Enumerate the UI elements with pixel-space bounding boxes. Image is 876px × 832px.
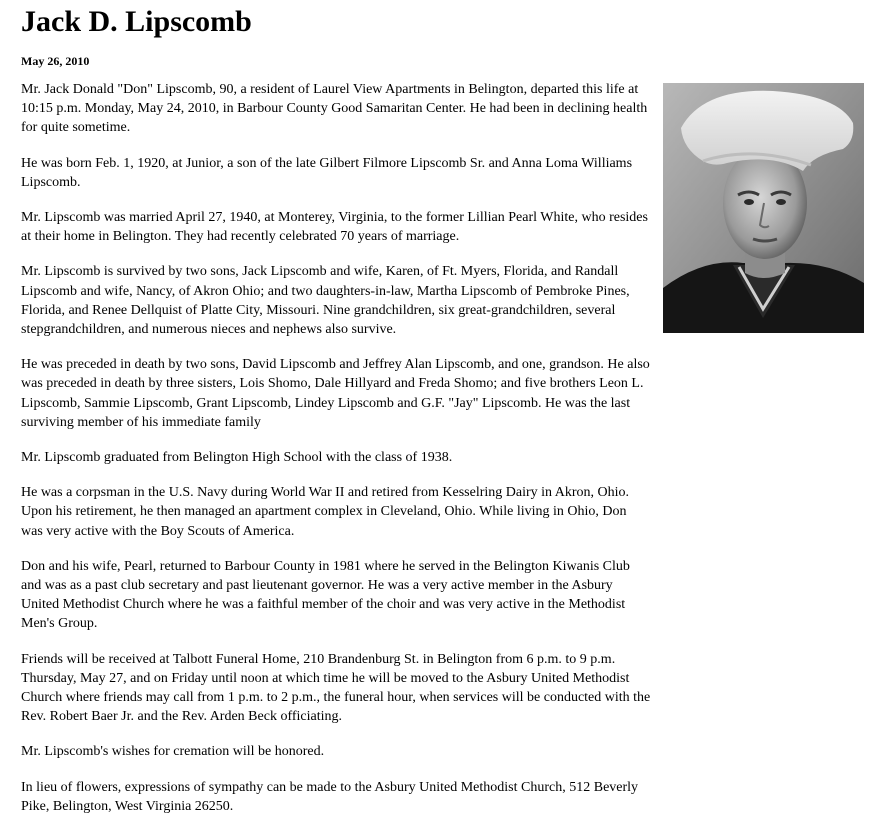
paragraph: Mr. Lipscomb was married April 27, 1940, at Monterey, Virginia, to the former Lillian Pearl White, who resides at their home in Belington. They had recently celebrated 70 years of marriage. xyxy=(21,210,648,245)
paragraph: He was a corpsman in the U.S. Navy during World War II and retired from Kesselring Dairy in Akron, Ohio. Upon his retirement, he then managed an apartment complex in Cleveland, Ohio. While living in Ohio, Don was very active with the Boy Scouts of America. xyxy=(21,485,630,539)
paragraph: He was born Feb. 1, 1920, at Junior, a son of the late Gilbert Filmore Lipscomb Sr. and Anna Loma Williams Lipscomb. xyxy=(21,155,633,190)
article-body xyxy=(21,80,651,832)
page-title: Jack D. Lipscomb xyxy=(21,5,252,38)
paragraph: He was preceded in death by two sons, David Lipscomb and Jeffrey Alan Lipscomb, and one, grandson. He also was preceded in death by three sisters, Lois Shomo, Dale Hillyard and Freda Shomo; and five brothers Leon L. Lipscomb, Sammie Lipscomb, Grant Lipscomb, Lindey Lipscomb and G.F. "Jay" Lipscomb. He was the last surviving member of his immediate family xyxy=(21,357,650,430)
publish-date: May 26, 2010 xyxy=(21,54,90,68)
portrait-image xyxy=(663,83,864,333)
paragraph: Friends will be received at Talbott Funeral Home, 210 Brandenburg St. in Belington from 6 p.m. to 9 p.m. Thursday, May 27, and on Friday until noon at which time he will be moved to the Asbury United Methodist Church where friends may call from 1 p.m. to 2 p.m., the funeral hour, when services will be conducted with the Rev. Robert Baer Jr. and the Rev. Arden Beck officiating. xyxy=(21,651,651,725)
paragraph: In lieu of flowers, expressions of sympathy can be made to the Asbury United Methodist Church, 512 Beverly Pike, Belington, West Virginia 26250. xyxy=(21,779,639,814)
paragraph: Mr. Lipscomb's wishes for cremation will be honored. xyxy=(21,744,325,760)
paragraph: Mr. Lipscomb graduated from Belington High School with the class of 1938. xyxy=(21,450,453,466)
paragraph: Mr. Jack Donald "Don" Lipscomb, 90, a resident of Laurel View Apartments in Belington, departed this life at 10:15 p.m. Monday, May 24, 2010, in Barbour County Good Samaritan Center. He had been in declining health for quite sometime. xyxy=(21,82,648,136)
paragraph: Don and his wife, Pearl, returned to Barbour County in 1981 where he served in the Belington Kiwanis Club and was as a past club secretary and past lieutenant governor. He was a very active member in the Asbury United Methodist Church where he was a faithful member of the choir and was very active in the Methodist Men's Group. xyxy=(21,558,630,632)
portrait-photo xyxy=(663,83,864,333)
paragraph: Mr. Lipscomb is survived by two sons, Jack Lipscomb and wife, Karen, of Ft. Myers, Florida, and Randall Lipscomb and wife, Nancy, of Akron Ohio; and two daughters-in-law, Martha Lipscomb of Pembroke Pines, Florida, and Renee Dellquist of Platte City, Missouri. Nine grandchildren, six great-grandchildren, several stepgrandchildren, and numerous nieces and nephews also survive. xyxy=(21,264,630,338)
